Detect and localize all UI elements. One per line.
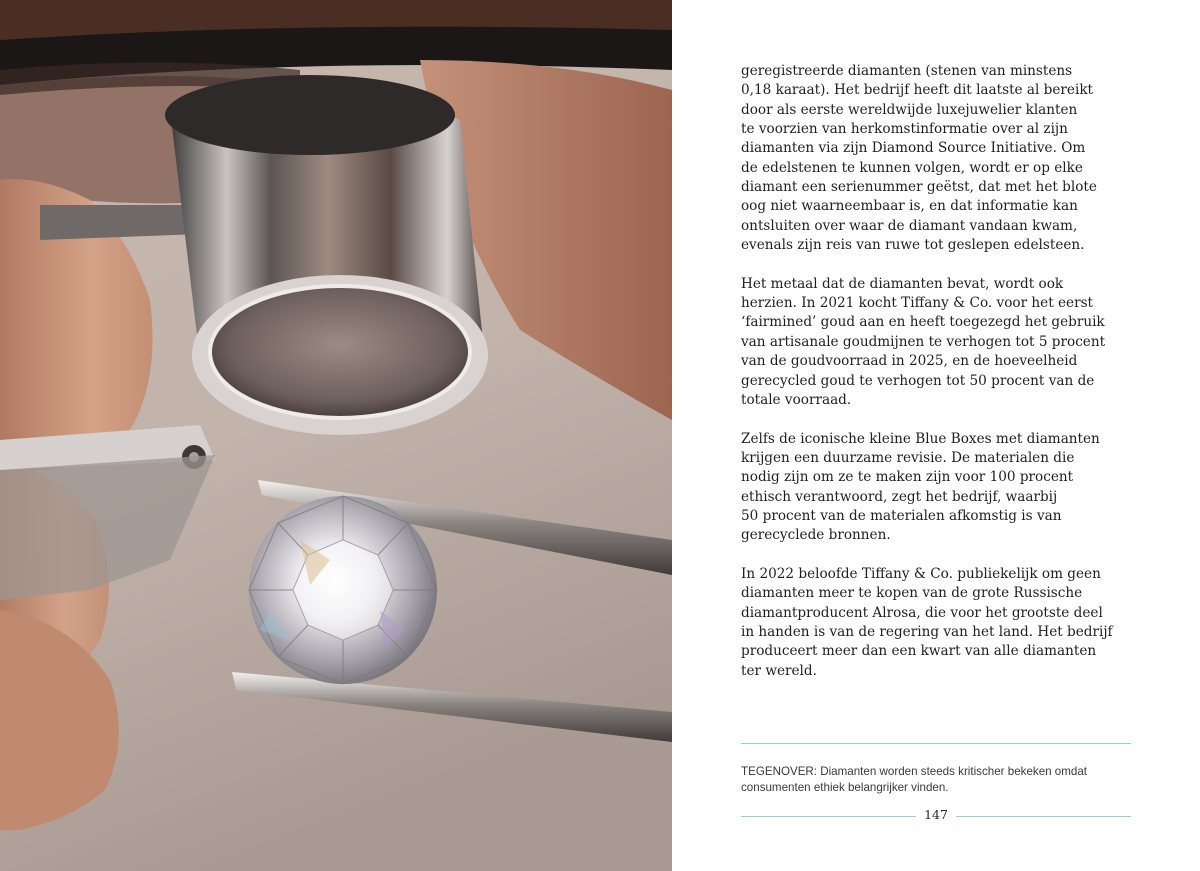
body-line: ontsluiten over waar de diamant vandaan kwam, [741,217,1078,234]
body-line: produceert meer dan een kwart van alle diamanten [741,643,1097,660]
body-line: geregistreerde diamanten (stenen van minstens [741,63,1073,79]
body-line: herzien. In 2021 kocht Tiffany & Co. voor het eerst [741,295,1094,312]
body-paragraph [741,62,1141,255]
page-folio [741,806,1131,826]
body-line: Zelfs de iconische kleine Blue Boxes met diamanten [741,430,1100,447]
body-line: nodig zijn om ze te maken zijn voor 100 procent [741,469,1074,486]
body-line: In 2022 beloofde Tiffany & Co. publiekelijk om geen [741,565,1101,582]
folio-rule-left [741,816,916,817]
body-line: totale voorraad. [741,391,852,408]
caption-line: TEGENOVER: Diamanten worden steeds kritischer bekeken omdat [741,765,1088,778]
text-page [672,0,1200,871]
caption-line: consumenten ethiek belangrijker vinden. [741,780,949,794]
body-line: 0,18 karaat). Het bedrijf heeft dit laatste al bereikt [741,82,1094,99]
body-line: ethisch verantwoord, zegt het bedrijf, waarbij [741,488,1058,505]
body-line: in handen is van de regering van het land. Het bedrijf [741,623,1113,640]
body-line: te voorzien van herkomstinformatie over al zijn [741,121,1068,138]
body-line: krijgen een duurzame revisie. De materialen die [741,449,1075,466]
body-line: de edelstenen te kunnen volgen, wordt er op elke [741,159,1083,176]
body-paragraph [741,430,1141,546]
body-line: oog niet waarneembaar is, en dat informatie kan [741,198,1078,215]
body-line: van de goudvoorraad in 2025, en de hoeveelheid [741,353,1078,370]
folio-rule-right [956,816,1131,817]
caption-rule [741,743,1131,744]
body-text [741,62,1141,700]
body-line: gerecycled goud te verhogen tot 50 procent van de [741,372,1095,389]
body-line: diamanten via zijn Diamond Source Initiative. Om [741,140,1086,157]
body-paragraph [741,565,1141,681]
body-line: van artisanale goudmijnen te verhogen tot 5 procent [741,333,1106,350]
body-line: 50 procent van de materialen afkomstig is van [741,507,1062,524]
body-paragraph [741,275,1141,410]
body-line: ter wereld. [741,662,817,679]
body-line: gerecyclede bronnen. [741,527,891,544]
body-line: ‘fairmined’ goud aan en heeft toegezegd het gebruik [741,314,1105,331]
page-number: 147 [924,807,948,822]
body-line: diamantproducent Alrosa, die voor het grootste deel [741,604,1103,621]
body-line: door als eerste wereldwijde luxejuwelier klanten [741,101,1078,118]
body-line: evenals zijn reis van ruwe tot geslepen edelsteen. [741,237,1085,254]
body-line: Het metaal dat de diamanten bevat, wordt ook [741,275,1064,292]
body-line: diamanten meer te kopen van de grote Russische [741,585,1083,602]
body-line: diamant een serienummer geëtst, dat met het blote [741,179,1097,196]
photo-caption [741,764,1141,795]
